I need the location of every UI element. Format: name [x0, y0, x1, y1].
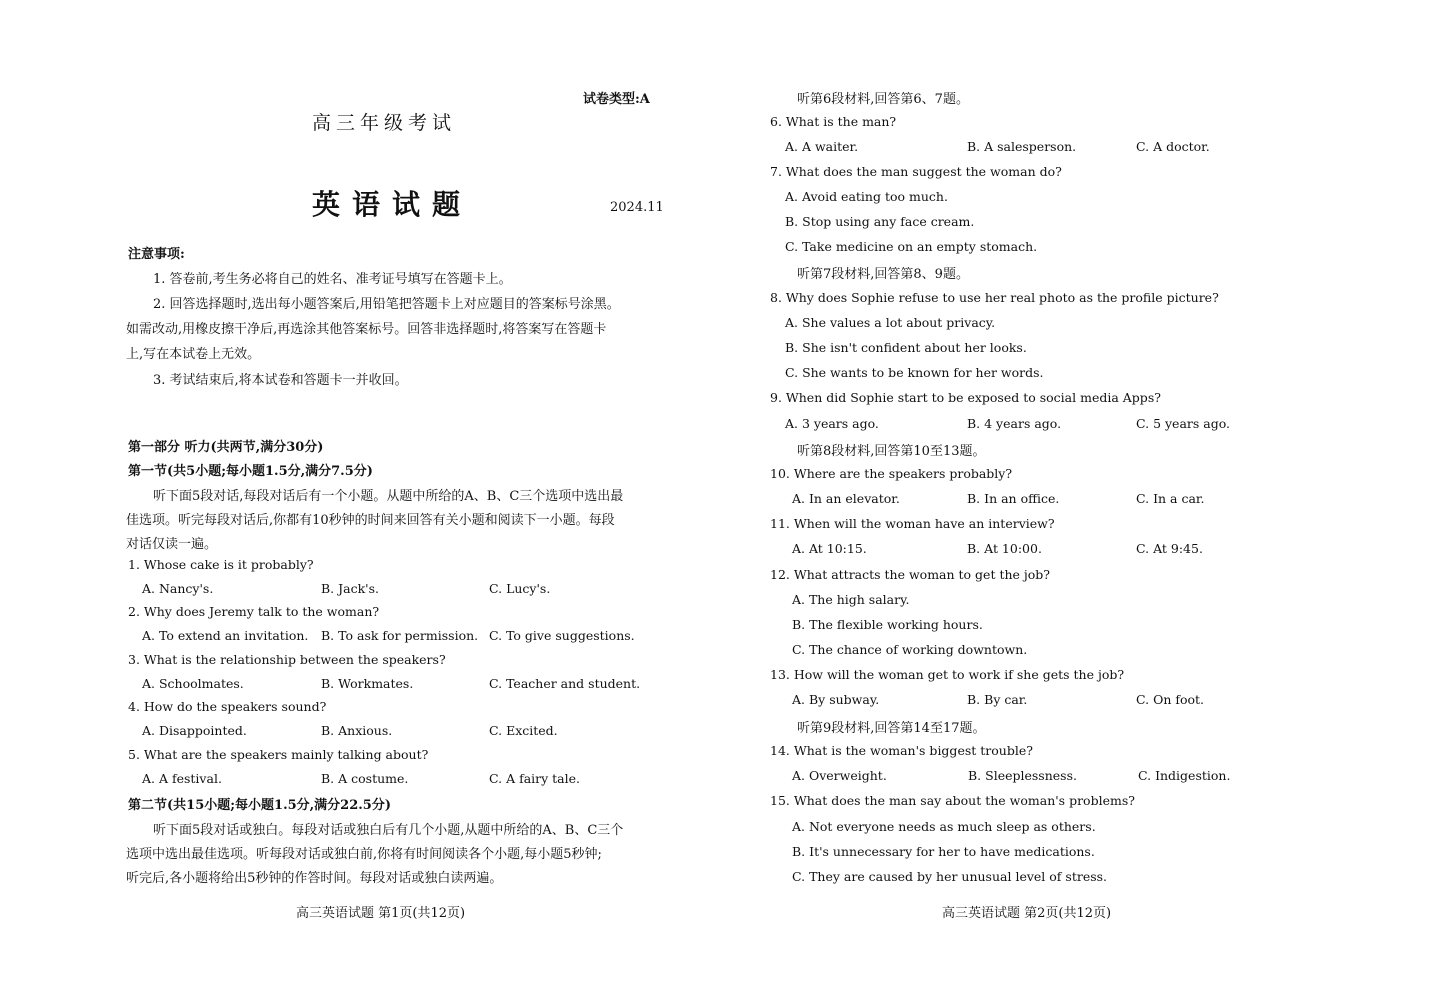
option-b: B. She isn't confident about her looks.	[785, 340, 1027, 355]
question-7: 7. What does the man suggest the woman do?	[770, 164, 1062, 179]
note-line: 3. 考试结束后,将本试卷和答题卡一并收回。	[153, 373, 408, 388]
option-c: C. To give suggestions.	[489, 628, 635, 643]
option-b: B. In an office.	[967, 491, 1060, 506]
option-a: A. A waiter.	[785, 139, 859, 154]
question-8: 8. Why does Sophie refuse to use her real photo as the profile picture?	[770, 290, 1219, 305]
question-13: 13. How will the woman get to work if she gets the job?	[770, 667, 1125, 682]
question-9: 9. When did Sophie start to be exposed to social media Apps?	[770, 390, 1161, 405]
question-4: 4. How do the speakers sound?	[128, 699, 327, 714]
exam-date: 2024.11	[610, 200, 664, 215]
option-b: B. It's unnecessary for her to have medications.	[792, 844, 1095, 859]
option-a: A. Nancy's.	[142, 581, 214, 596]
option-b: B. Anxious.	[321, 723, 393, 738]
option-c: C. At 9:45.	[1136, 541, 1203, 556]
option-a: A. To extend an invitation.	[142, 628, 309, 643]
option-a: A. 3 years ago.	[785, 416, 879, 431]
question-15: 15. What does the man say about the woman's problems?	[770, 793, 1135, 808]
note-line: 上,写在本试卷上无效。	[126, 347, 261, 362]
option-c: C. Take medicine on an empty stomach.	[785, 239, 1038, 254]
section1-heading: 第一节(共5小题;每小题1.5分,满分7.5分)	[128, 464, 373, 479]
section2-instruction: 听下面5段对话或独白。每段对话或独白后有几个小题,从题中所给的A、B、C三个	[153, 823, 624, 838]
question-14: 14. What is the woman's biggest trouble?	[770, 743, 1033, 758]
question-3: 3. What is the relationship between the speakers?	[128, 652, 446, 667]
section1-instruction: 对话仅读一遍。	[126, 537, 218, 552]
option-a: A. Avoid eating too much.	[785, 189, 948, 204]
option-a: A. She values a lot about privacy.	[785, 315, 996, 330]
section2-heading: 第二节(共15小题;每小题1.5分,满分22.5分)	[128, 798, 391, 813]
option-b: B. The flexible working hours.	[792, 617, 983, 632]
section1-instruction: 佳选项。听完每段对话后,你都有10秒钟的时间来回答有关小题和阅读下一小题。每段	[126, 513, 615, 528]
option-a: A. Disappointed.	[142, 723, 247, 738]
note-line: 2. 回答选择题时,选出每小题答案后,用铅笔把答题卡上对应题目的答案标号涂黑。	[153, 297, 620, 312]
question-10: 10. Where are the speakers probably?	[770, 466, 1013, 481]
option-c: C. Teacher and student.	[489, 676, 641, 691]
option-b: B. Stop using any face cream.	[785, 214, 975, 229]
option-b: B. Jack's.	[321, 581, 379, 596]
option-c: C. Excited.	[489, 723, 558, 738]
paper-type: 试卷类型:A	[583, 92, 650, 107]
option-b: B. By car.	[967, 692, 1028, 707]
option-a: A. Overweight.	[792, 768, 887, 783]
section2-instruction: 听完后,各小题将给出5秒钟的作答时间。每段对话或独白读两遍。	[126, 871, 503, 886]
question-6: 6. What is the man?	[770, 114, 897, 129]
option-b: B. 4 years ago.	[967, 416, 1062, 431]
option-b: B. A costume.	[321, 771, 409, 786]
notes-heading: 注意事项:	[128, 247, 185, 262]
option-a: A. Not everyone needs as much sleep as others.	[792, 819, 1096, 834]
option-c: C. The chance of working downtown.	[792, 642, 1028, 657]
question-1: 1. Whose cake is it probably?	[128, 557, 314, 572]
option-c: C. A doctor.	[1136, 139, 1210, 154]
option-b: B. Sleeplessness.	[968, 768, 1077, 783]
option-c: C. Indigestion.	[1138, 768, 1231, 783]
option-a: A. In an elevator.	[792, 491, 900, 506]
option-a: A. The high salary.	[792, 592, 910, 607]
option-c: C. 5 years ago.	[1136, 416, 1231, 431]
exam-title: 高三年级考试	[312, 112, 457, 134]
option-c: C. She wants to be known for her words.	[785, 365, 1044, 380]
option-b: B. To ask for permission.	[321, 628, 479, 643]
page-footer-left: 高三英语试题 第1页(共12页)	[296, 906, 466, 921]
question-2: 2. Why does Jeremy talk to the woman?	[128, 604, 380, 619]
option-c: C. They are caused by her unusual level of stress.	[792, 869, 1108, 884]
option-c: C. Lucy's.	[489, 581, 551, 596]
note-line: 如需改动,用橡皮擦干净后,再选涂其他答案标号。回答非选择题时,将答案写在答题卡	[126, 322, 607, 337]
option-a: A. A festival.	[142, 771, 222, 786]
section-intro: 听第6段材料,回答第6、7题。	[797, 92, 969, 107]
section-intro: 听第8段材料,回答第10至13题。	[797, 444, 986, 459]
subject-title: 英语试题	[312, 188, 473, 221]
option-b: B. Workmates.	[321, 676, 414, 691]
question-5: 5. What are the speakers mainly talking about?	[128, 747, 429, 762]
option-a: A. At 10:15.	[792, 541, 867, 556]
option-b: B. At 10:00.	[967, 541, 1042, 556]
section1-instruction: 听下面5段对话,每段对话后有一个小题。从题中所给的A、B、C三个选项中选出最	[153, 489, 624, 504]
note-line: 1. 答卷前,考生务必将自己的姓名、准考证号填写在答题卡上。	[153, 272, 512, 287]
section-intro: 听第7段材料,回答第8、9题。	[797, 267, 969, 282]
option-a: A. By subway.	[792, 692, 880, 707]
page-footer-right: 高三英语试题 第2页(共12页)	[942, 906, 1112, 921]
option-c: C. In a car.	[1136, 491, 1205, 506]
option-a: A. Schoolmates.	[142, 676, 244, 691]
question-12: 12. What attracts the woman to get the job?	[770, 567, 1051, 582]
question-11: 11. When will the woman have an interview?	[770, 516, 1055, 531]
option-b: B. A salesperson.	[967, 139, 1077, 154]
option-c: C. On foot.	[1136, 692, 1205, 707]
section2-instruction: 选项中选出最佳选项。听每段对话或独白前,你将有时间阅读各个小题,每小题5秒钟;	[126, 847, 602, 862]
part1-heading: 第一部分 听力(共两节,满分30分)	[128, 440, 324, 455]
section-intro: 听第9段材料,回答第14至17题。	[797, 721, 986, 736]
option-c: C. A fairy tale.	[489, 771, 580, 786]
